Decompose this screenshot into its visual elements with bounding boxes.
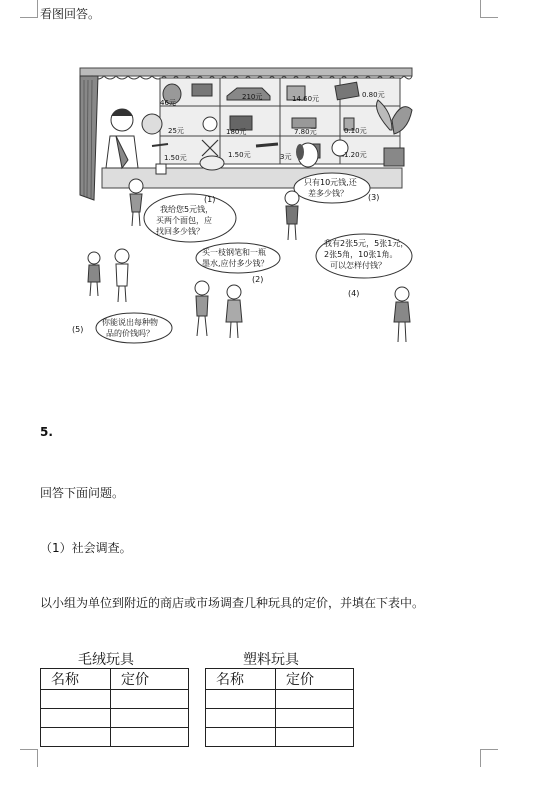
plastic-toys-table (205, 668, 354, 747)
table-cell[interactable] (206, 728, 276, 747)
table-cell[interactable] (41, 709, 111, 728)
table-row (206, 728, 354, 747)
table-row (41, 728, 189, 747)
table-title: 塑料玩具 (243, 652, 299, 668)
table-cell[interactable] (206, 690, 276, 709)
column-header: 名称 (206, 669, 276, 690)
price-label: 1.20元 (344, 151, 367, 159)
bubble-5-number: (5) (72, 325, 84, 334)
column-header: 定价 (111, 669, 189, 690)
table-cell[interactable] (276, 709, 354, 728)
column-header: 定价 (276, 669, 354, 690)
crop-mark (480, 749, 498, 767)
plush-toys-table (40, 668, 189, 747)
table-cell[interactable] (41, 728, 111, 747)
table-cell[interactable] (111, 728, 189, 747)
crop-mark (480, 0, 498, 18)
bubble-5-line: 你能说出每种物 (102, 318, 158, 327)
price-label: 46元 (160, 99, 176, 107)
price-label: 3元 (280, 153, 292, 161)
price-label: 0.10元 (344, 127, 367, 135)
question-number: 5. (40, 425, 53, 439)
bubble-4-number: (4) (348, 289, 360, 298)
bubble-3-line: 只有10元钱,还 (304, 178, 357, 187)
table-cell[interactable] (276, 690, 354, 709)
bubble-1-number: (1) (204, 195, 216, 204)
bubble-5-line: 品的价钱吗？ (106, 329, 154, 338)
price-label: 1.50元 (164, 154, 187, 162)
price-label: 180元 (226, 128, 247, 136)
bubble-1-line: 买两个面包，应 (156, 216, 212, 225)
bubble-3-number: (3) (368, 193, 380, 202)
crop-mark (20, 0, 38, 18)
table-row (41, 709, 189, 728)
table-cell[interactable] (41, 690, 111, 709)
table-cell[interactable] (276, 728, 354, 747)
column-header: 名称 (41, 669, 111, 690)
bubble-2-number: (2) (252, 275, 264, 284)
table-cell[interactable] (111, 690, 189, 709)
table-row (206, 690, 354, 709)
bubble-3-line: 差多少钱？ (308, 189, 348, 198)
bubble-4-line: 2张5角，10张1角。 (324, 250, 398, 259)
table-row (206, 709, 354, 728)
bubble-2-line: 墨水,应付多少钱？ (202, 259, 269, 268)
price-label: 210元 (242, 93, 263, 101)
shop-illustration (72, 60, 422, 372)
table-cell[interactable] (206, 709, 276, 728)
table-cell[interactable] (111, 709, 189, 728)
bubble-4-line: 可以怎样付钱？ (330, 261, 386, 270)
bubble-4-line: 我有2张5元，5张1元， (324, 239, 409, 248)
bubble-1-line: 我给您5元钱， (160, 205, 214, 214)
question-intro: 回答下面问题。 (40, 486, 125, 500)
price-label: 14.60元 (292, 95, 320, 103)
task-text: 以小组为单位到附近的商店或市场调查几种玩具的定价，并填在下表中。 (40, 596, 425, 610)
bubble-2-line: 买一枝钢笔和一瓶 (202, 248, 266, 257)
price-label: 0.80元 (362, 91, 385, 99)
bubble-1-line: 找回多少钱？ (156, 227, 204, 236)
price-label: 1.50元 (228, 151, 251, 159)
price-label: 7.80元 (294, 128, 317, 136)
instruction-text: 看图回答。 (40, 7, 101, 21)
crop-mark (20, 749, 38, 767)
sub-question: （1）社会调查。 (40, 541, 132, 555)
price-label: 25元 (168, 127, 184, 135)
table-row (41, 690, 189, 709)
table-title: 毛绒玩具 (78, 652, 134, 668)
